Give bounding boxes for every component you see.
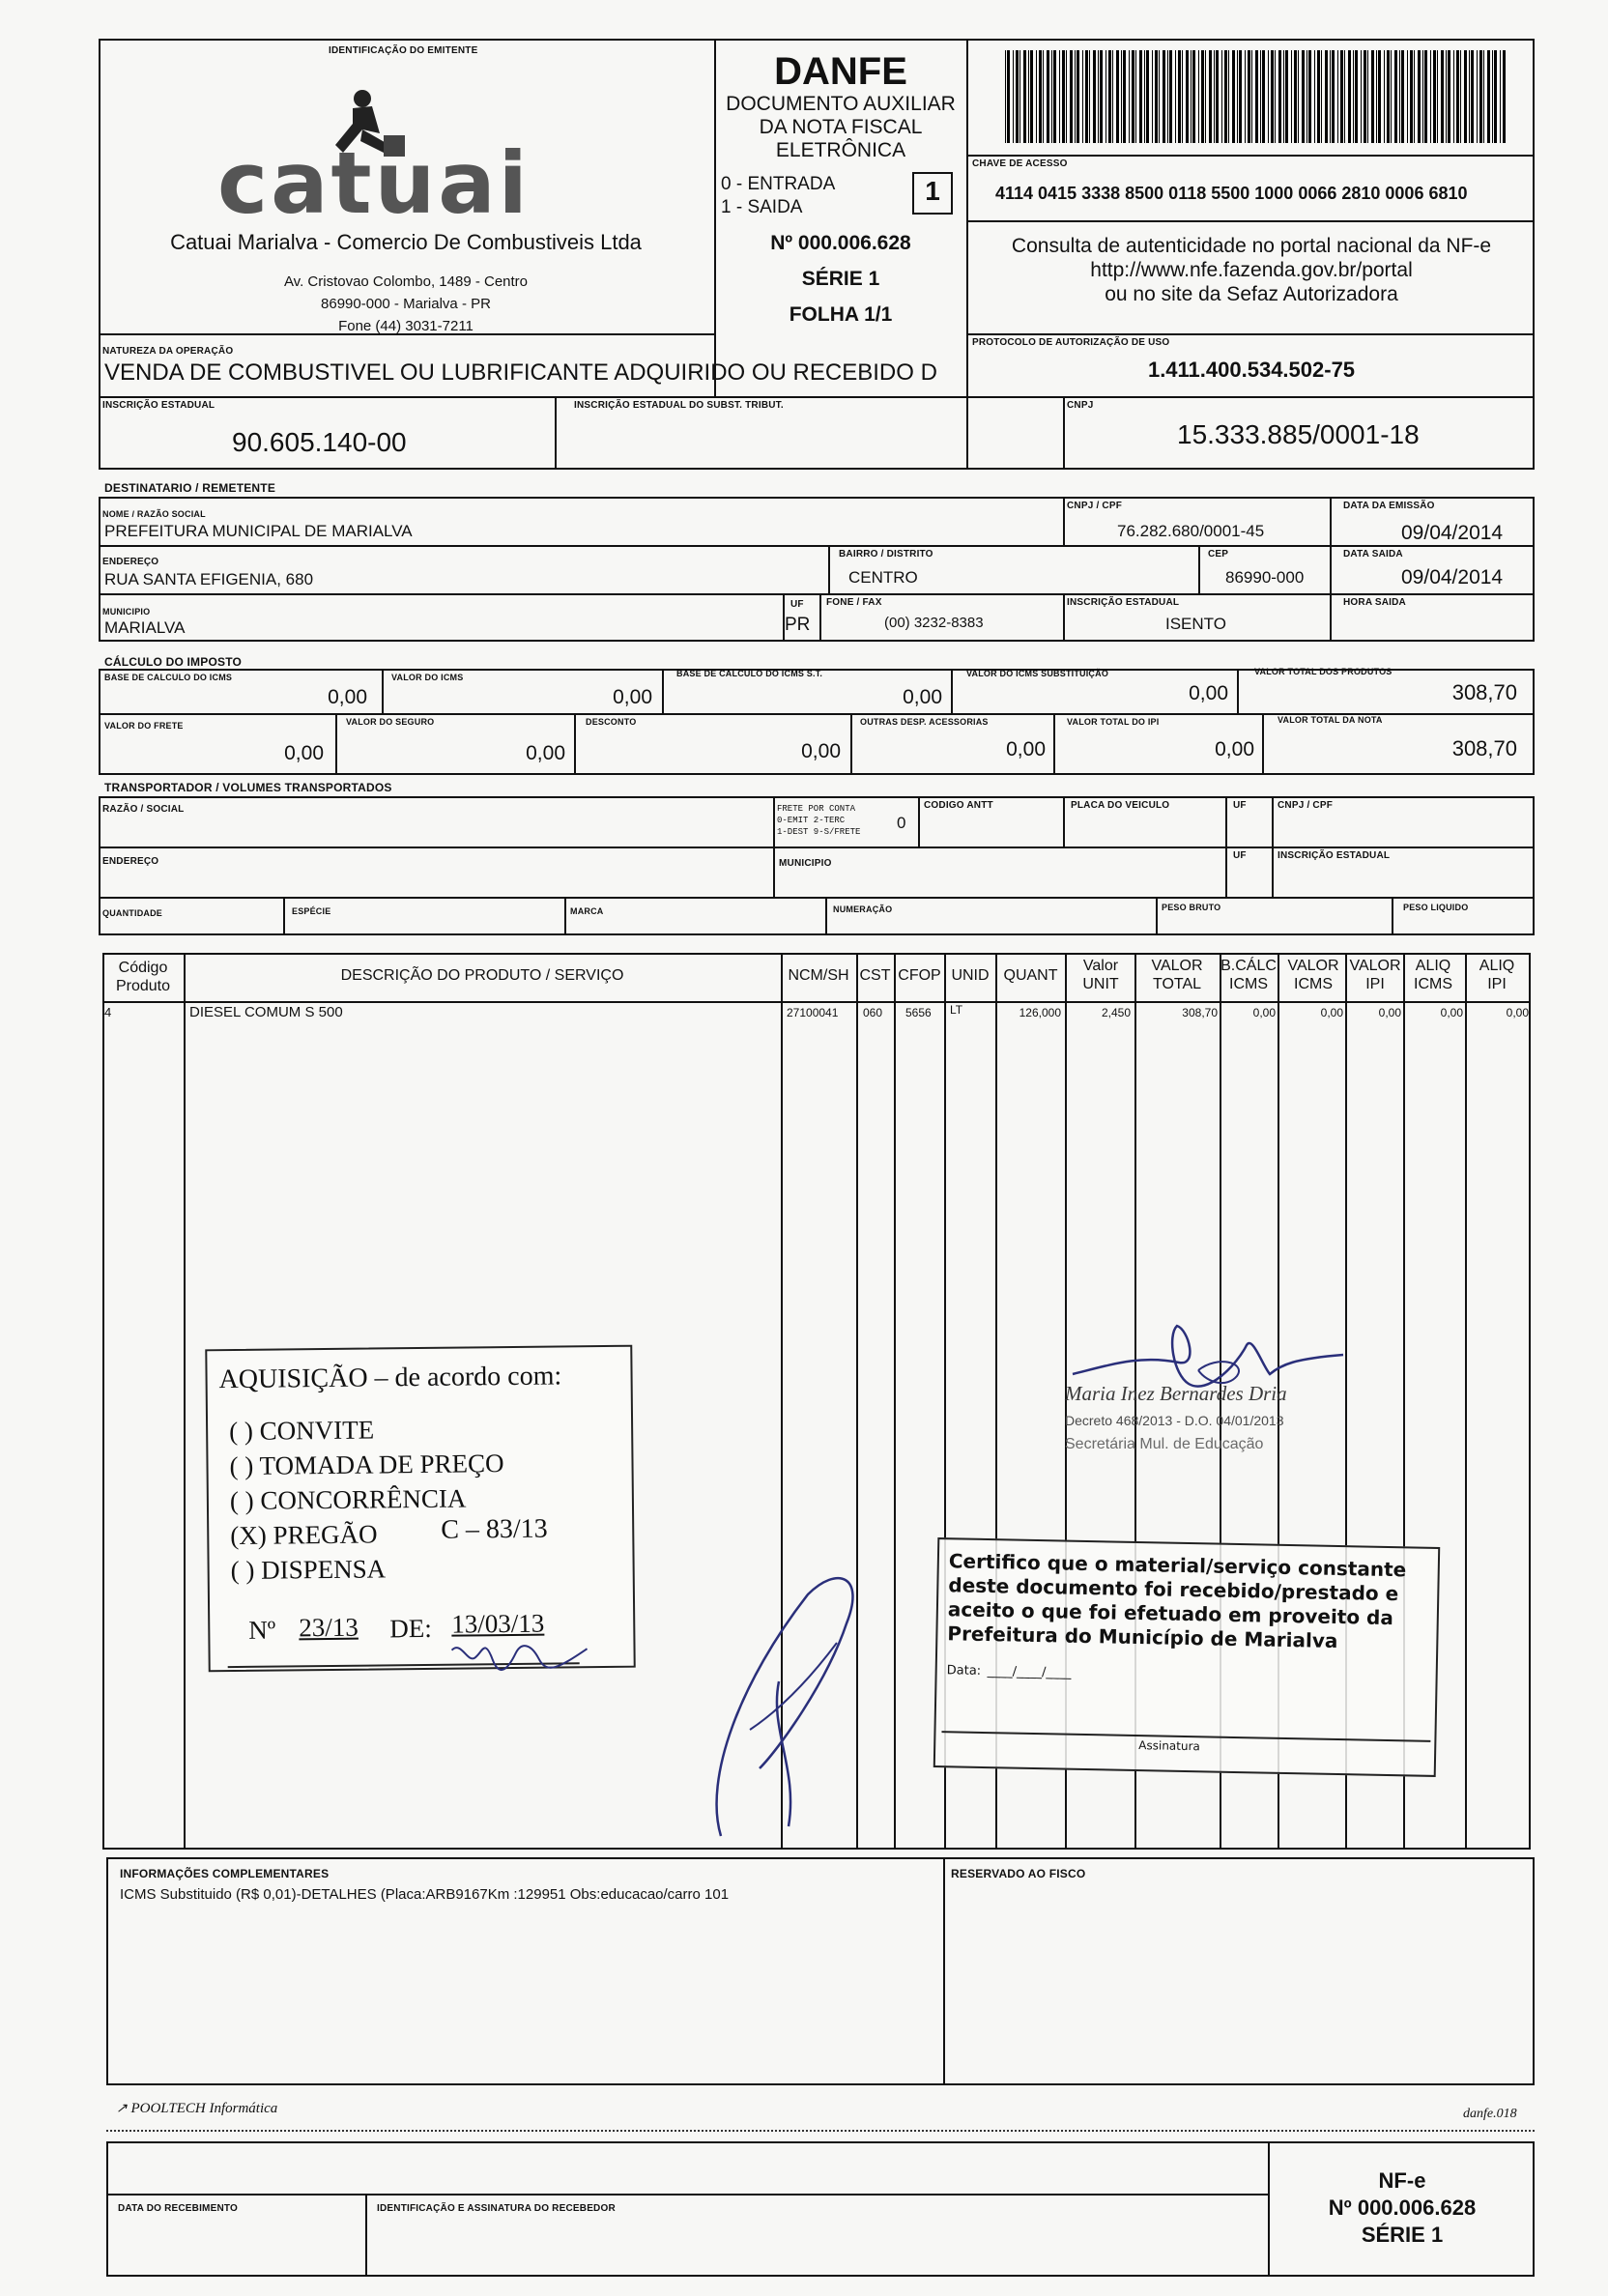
barcode-bar bbox=[1129, 50, 1130, 143]
barcode-bar bbox=[1167, 50, 1168, 143]
antt-label: CODIGO ANTT bbox=[924, 800, 993, 811]
barcode-bar bbox=[1214, 50, 1215, 143]
transp-uf-label: UF bbox=[1233, 800, 1247, 811]
certifico-text-4: Prefeitura do Município de Marialva bbox=[947, 1622, 1338, 1652]
barcode-bar bbox=[1062, 50, 1065, 143]
dest-ie: ISENTO bbox=[1165, 615, 1226, 633]
barcode-bar bbox=[1093, 50, 1096, 143]
barcode-bar bbox=[1100, 50, 1103, 143]
chave-consulta-3: ou no site da Sefaz Autorizadora bbox=[1105, 283, 1398, 305]
danfe-entrada: 0 - ENTRADA bbox=[721, 174, 836, 194]
dest-saida: 09/04/2014 bbox=[1401, 566, 1504, 588]
peso-liquido-label: PESO LIQUIDO bbox=[1403, 903, 1469, 912]
barcode-bar bbox=[1013, 50, 1014, 143]
barcode-bar bbox=[1407, 50, 1408, 143]
danfe-serie: SÉRIE 1 bbox=[801, 268, 880, 290]
ipi: 0,00 bbox=[1215, 738, 1254, 761]
certifico-stamp bbox=[933, 1537, 1440, 1777]
row-vunit: 2,450 bbox=[1101, 1006, 1131, 1019]
barcode-bar bbox=[1371, 50, 1374, 143]
danfe-subtitle-3: ELETRÔNICA bbox=[775, 139, 906, 161]
especie-label: ESPÉCIE bbox=[292, 906, 331, 916]
barcode-bar bbox=[1039, 50, 1042, 143]
dest-bairro-label: BAIRRO / DISTRITO bbox=[839, 549, 933, 560]
chave-consulta-1: Consulta de autenticidade no portal nacional da NF-e bbox=[1011, 235, 1492, 257]
desconto: 0,00 bbox=[801, 740, 841, 762]
barcode-bar bbox=[1077, 50, 1079, 143]
secretaria-nome: Maria Inez Bernardes Dria bbox=[1065, 1382, 1287, 1405]
th-vipi: VALOR IPI bbox=[1349, 958, 1401, 992]
barcode-bar bbox=[1453, 50, 1454, 143]
aquisicao-numero-label: Nº bbox=[248, 1615, 276, 1645]
barcode-bar bbox=[1082, 50, 1083, 143]
barcode-bar bbox=[1262, 50, 1265, 143]
certifico-data-label: Data: bbox=[946, 1663, 982, 1679]
frete-conta-2: 0-EMIT 2-TERC bbox=[777, 816, 846, 825]
barcode-bar bbox=[1278, 50, 1281, 143]
barcode-bar bbox=[1353, 50, 1354, 143]
row-aipi: 0,00 bbox=[1506, 1006, 1529, 1019]
certifico-text-1: Certifico que o material/serviço constante bbox=[948, 1549, 1407, 1582]
danfe-subtitle-2: DA NOTA FISCAL bbox=[759, 116, 923, 138]
total-nota: 308,70 bbox=[1451, 736, 1517, 761]
barcode-bar bbox=[1298, 50, 1299, 143]
barcode-bar bbox=[1075, 50, 1076, 143]
barcode-bar bbox=[1500, 50, 1501, 143]
barcode-bar bbox=[1364, 50, 1366, 143]
row-codigo: 4 bbox=[104, 1005, 112, 1019]
protocolo-label: PROTOCOLO DE AUTORIZAÇÃO DE USO bbox=[972, 337, 1170, 348]
dest-endereco: RUA SANTA EFIGENIA, 680 bbox=[104, 570, 314, 588]
barcode-bar bbox=[1182, 50, 1183, 143]
emitente-section-label: IDENTIFICAÇÃO DO EMITENTE bbox=[329, 45, 478, 56]
frete-value: 0 bbox=[897, 814, 906, 832]
barcode-bar bbox=[1448, 50, 1450, 143]
th-bcalc: B.CÁLC ICMS bbox=[1220, 958, 1277, 992]
frete: 0,00 bbox=[284, 742, 324, 764]
valor-icms: 0,00 bbox=[613, 686, 652, 708]
dest-nome: PREFEITURA MUNICIPAL DE MARIALVA bbox=[104, 522, 413, 540]
th-cfop: CFOP bbox=[898, 967, 941, 984]
barcode-bar bbox=[1016, 50, 1019, 143]
ie-st-label: INSCRIÇÃO ESTADUAL DO SUBST. TRIBUT. bbox=[574, 400, 784, 411]
transp-razao-label: RAZÃO / SOCIAL bbox=[102, 804, 185, 815]
danfe-folha: FOLHA 1/1 bbox=[789, 303, 893, 326]
barcode-bar bbox=[1317, 50, 1320, 143]
dest-fone-label: FONE / FAX bbox=[826, 597, 882, 608]
barcode-bar bbox=[1123, 50, 1126, 143]
transp-uf2-label: UF bbox=[1233, 850, 1247, 861]
valor-icms-label: VALOR DO ICMS bbox=[391, 673, 464, 682]
barcode-bar bbox=[1232, 50, 1235, 143]
barcode-bar bbox=[1108, 50, 1111, 143]
aquisicao-tomada: ( ) TOMADA DE PREÇO bbox=[229, 1449, 504, 1481]
certifico-text-3: aceito o que foi efetuado em proveito da bbox=[947, 1597, 1394, 1630]
barcode-bar bbox=[1391, 50, 1392, 143]
barcode-bar bbox=[1198, 50, 1199, 143]
barcode-bar bbox=[1291, 50, 1292, 143]
barcode-bar bbox=[1487, 50, 1490, 143]
barcode-bar bbox=[1191, 50, 1192, 143]
row-descricao: DIESEL COMUM S 500 bbox=[189, 1004, 343, 1020]
barcode-bar bbox=[1410, 50, 1413, 143]
barcode-bar bbox=[1152, 50, 1153, 143]
base-icms: 0,00 bbox=[328, 686, 367, 708]
barcode-bar bbox=[1051, 50, 1052, 143]
barcode-bar bbox=[1098, 50, 1099, 143]
dest-emissao-label: DATA DA EMISSÃO bbox=[1343, 501, 1435, 511]
imposto-section-label: CÁLCULO DO IMPOSTO bbox=[104, 655, 243, 669]
barcode-bar bbox=[1308, 50, 1311, 143]
barcode-bar bbox=[1367, 50, 1368, 143]
barcode-bar bbox=[1251, 50, 1252, 143]
dest-municipio-label: MUNICIPIO bbox=[102, 607, 151, 617]
barcode-bar bbox=[1314, 50, 1315, 143]
th-vicms: VALOR ICMS bbox=[1287, 958, 1339, 992]
base-st-label: BASE DE CALCULO DO ICMS S.T. bbox=[676, 669, 823, 678]
chave-label: CHAVE DE ACESSO bbox=[972, 158, 1068, 169]
barcode-bar bbox=[1066, 50, 1067, 143]
barcode-bar bbox=[1271, 50, 1274, 143]
barcode-bar bbox=[1337, 50, 1338, 143]
row-bcalc: 0,00 bbox=[1252, 1006, 1276, 1019]
barcode-bar bbox=[1325, 50, 1328, 143]
barcode-bar bbox=[1384, 50, 1385, 143]
danfe-title: DANFE bbox=[774, 50, 907, 93]
peso-bruto-label: PESO BRUTO bbox=[1162, 903, 1221, 912]
danfe-numero: Nº 000.006.628 bbox=[770, 232, 911, 254]
barcode-bar bbox=[1492, 50, 1493, 143]
desconto-label: DESCONTO bbox=[586, 717, 637, 727]
barcode-bar bbox=[1146, 50, 1149, 143]
secretaria-decreto: Decreto 468/2013 - D.O. 04/01/2013 bbox=[1065, 1413, 1284, 1428]
pooltech-logo-icon: ↗ bbox=[116, 2102, 128, 2116]
logo-text: catuai bbox=[217, 133, 531, 233]
seguro: 0,00 bbox=[526, 742, 565, 764]
barcode-bar bbox=[1260, 50, 1261, 143]
aquisicao-data: 13/03/13 bbox=[451, 1608, 545, 1639]
row-unid: LT bbox=[950, 1003, 963, 1017]
barcode-bar bbox=[1433, 50, 1436, 143]
barcode-bar bbox=[1112, 50, 1113, 143]
natureza-value: VENDA DE COMBUSTIVEL OU LUBRIFICANTE ADQUIRIDO OU RECEBIDO D bbox=[104, 359, 937, 386]
total-produtos: 308,70 bbox=[1451, 680, 1517, 704]
barcode-bar bbox=[1321, 50, 1322, 143]
dest-cnpj: 76.282.680/0001-45 bbox=[1117, 522, 1265, 540]
row-aicms: 0,00 bbox=[1440, 1006, 1463, 1019]
dest-section-label: DESTINATARIO / REMETENTE bbox=[104, 481, 276, 495]
cnpj-value: 15.333.885/0001-18 bbox=[1177, 419, 1420, 449]
dest-emissao: 09/04/2014 bbox=[1401, 522, 1504, 544]
barcode-bar bbox=[1418, 50, 1421, 143]
barcode-bar bbox=[1424, 50, 1427, 143]
natureza-label: NATUREZA DA OPERAÇÃO bbox=[102, 346, 234, 357]
barcode-icon bbox=[1005, 50, 1508, 143]
barcode-bar bbox=[1059, 50, 1060, 143]
row-vtotal: 308,70 bbox=[1182, 1006, 1218, 1019]
row-vicms: 0,00 bbox=[1320, 1006, 1343, 1019]
transp-section-label: TRANSPORTADOR / VOLUMES TRANSPORTADOS bbox=[104, 781, 392, 794]
barcode-bar bbox=[1283, 50, 1284, 143]
barcode-bar bbox=[1121, 50, 1122, 143]
barcode-bar bbox=[1399, 50, 1400, 143]
frete-conta-1: FRETE POR CONTA bbox=[777, 804, 856, 814]
dest-ie-label: INSCRIÇÃO ESTADUAL bbox=[1067, 597, 1180, 608]
barcode-bar bbox=[1464, 50, 1467, 143]
barcode-bar bbox=[1237, 50, 1238, 143]
row-cst: 060 bbox=[863, 1006, 883, 1019]
aquisicao-pregao-num: C – 83/13 bbox=[441, 1513, 548, 1545]
barcode-bar bbox=[1306, 50, 1307, 143]
protocolo-value: 1.411.400.534.502-75 bbox=[1147, 358, 1356, 382]
barcode-bar bbox=[1028, 50, 1029, 143]
danfe-subtitle-1: DOCUMENTO AUXILIAR bbox=[726, 93, 956, 115]
handwritten-signature-icon bbox=[1053, 1306, 1363, 1413]
aquisicao-stamp bbox=[205, 1345, 635, 1673]
certifico-assinatura: Assinatura bbox=[1138, 1738, 1200, 1754]
certifico-data-value: ____/____/____ bbox=[987, 1664, 1072, 1680]
transp-cnpj-label: CNPJ / CPF bbox=[1278, 800, 1334, 811]
dest-cnpj-label: CNPJ / CPF bbox=[1067, 501, 1123, 511]
aquisicao-dispensa: ( ) DISPENSA bbox=[230, 1554, 387, 1586]
danfe-tipo: 1 bbox=[925, 176, 940, 206]
catuai-logo bbox=[217, 77, 575, 233]
quantidade-label: QUANTIDADE bbox=[102, 908, 162, 918]
barcode-bar bbox=[1019, 50, 1020, 143]
barcode-bar bbox=[1070, 50, 1073, 143]
barcode-bar bbox=[1446, 50, 1447, 143]
ie-label: INSCRIÇÃO ESTADUAL bbox=[102, 400, 215, 411]
emitente-name: Catuai Marialva - Comercio De Combustiveis Ltda bbox=[170, 230, 642, 254]
transp-ie-label: INSCRIÇÃO ESTADUAL bbox=[1278, 850, 1391, 861]
th-ncm: NCM/SH bbox=[788, 967, 849, 984]
barcode-bar bbox=[1155, 50, 1158, 143]
barcode-bar bbox=[1135, 50, 1136, 143]
placa-label: PLACA DO VEICULO bbox=[1071, 800, 1170, 811]
base-st: 0,00 bbox=[903, 686, 942, 708]
fisco-label: RESERVADO AO FISCO bbox=[951, 1867, 1086, 1880]
barcode-bar bbox=[1494, 50, 1497, 143]
barcode-bar bbox=[1209, 50, 1212, 143]
barcode-bar bbox=[1340, 50, 1343, 143]
barcode-bar bbox=[1186, 50, 1189, 143]
row-ncm: 27100041 bbox=[787, 1006, 839, 1019]
barcode-bar bbox=[1239, 50, 1242, 143]
row-vipi: 0,00 bbox=[1378, 1006, 1401, 1019]
dest-endereco-label: ENDEREÇO bbox=[102, 557, 159, 567]
barcode-bar bbox=[1007, 50, 1010, 143]
barcode-bar bbox=[1285, 50, 1288, 143]
ie-value: 90.605.140-00 bbox=[232, 427, 407, 457]
barcode-bar bbox=[1053, 50, 1056, 143]
barcode-bar bbox=[1355, 50, 1358, 143]
barcode-bar bbox=[1085, 50, 1088, 143]
barcode-bar bbox=[1422, 50, 1423, 143]
certifico-text-2: deste documento foi recebido/prestado e bbox=[948, 1573, 1399, 1606]
barcode-bar bbox=[1376, 50, 1377, 143]
barcode-bar bbox=[1116, 50, 1119, 143]
info-label: INFORMAÇÕES COMPLEMENTARES bbox=[120, 1867, 330, 1880]
barcode-bar bbox=[1089, 50, 1090, 143]
emitente-address: Av. Cristovao Colombo, 1489 - Centro bbox=[283, 273, 529, 290]
rubric-signature-icon bbox=[702, 1536, 895, 1855]
barcode-bar bbox=[1175, 50, 1176, 143]
barcode-bar bbox=[1414, 50, 1415, 143]
barcode-bar bbox=[1483, 50, 1484, 143]
barcode-bar bbox=[1036, 50, 1037, 143]
barcode-bar bbox=[1047, 50, 1049, 143]
aquisicao-concorrencia: ( ) CONCORRÊNCIA bbox=[229, 1483, 467, 1516]
th-vtotal: VALOR TOTAL bbox=[1151, 958, 1203, 992]
barcode-bar bbox=[1344, 50, 1345, 143]
seguro-label: VALOR DO SEGURO bbox=[346, 717, 435, 727]
barcode-bar bbox=[1228, 50, 1229, 143]
barcode-bar bbox=[1387, 50, 1390, 143]
barcode-bar bbox=[1378, 50, 1381, 143]
pooltech-name: POOLTECH Informática bbox=[130, 2101, 278, 2116]
cnpj-label: CNPJ bbox=[1067, 400, 1094, 411]
barcode-bar bbox=[1302, 50, 1305, 143]
outras-label: OUTRAS DESP. ACESSORIAS bbox=[860, 717, 989, 727]
barcode-bar bbox=[1361, 50, 1362, 143]
canhoto-data-label: DATA DO RECEBIMENTO bbox=[118, 2203, 238, 2214]
barcode-bar bbox=[1030, 50, 1033, 143]
barcode-bar bbox=[1221, 50, 1222, 143]
barcode-bar bbox=[1294, 50, 1297, 143]
transp-municipio-label: MUNICIPIO bbox=[779, 858, 832, 869]
canhoto-serie: SÉRIE 1 bbox=[1361, 2223, 1444, 2247]
barcode-bar bbox=[1201, 50, 1204, 143]
secretaria-cargo: Secretária Mul. de Educação bbox=[1065, 1436, 1264, 1452]
th-cst: CST bbox=[859, 967, 891, 984]
barcode-bar bbox=[1144, 50, 1145, 143]
barcode-bar bbox=[1163, 50, 1165, 143]
th-aicms: ALIQ ICMS bbox=[1414, 958, 1452, 992]
dest-cep-label: CEP bbox=[1208, 549, 1229, 560]
th-vunit: Valor UNIT bbox=[1082, 958, 1119, 992]
barcode-bar bbox=[1224, 50, 1227, 143]
barcode-bar bbox=[1348, 50, 1351, 143]
row-quant: 126,000 bbox=[1019, 1006, 1061, 1019]
barcode-bar bbox=[1192, 50, 1195, 143]
destinatario-box bbox=[99, 497, 1535, 642]
barcode-bar bbox=[1023, 50, 1026, 143]
dest-uf-label: UF bbox=[790, 599, 804, 610]
total-nota-label: VALOR TOTAL DA NOTA bbox=[1278, 715, 1383, 725]
th-aipi: ALIQ IPI bbox=[1479, 958, 1515, 992]
aquisicao-convite: ( ) CONVITE bbox=[228, 1415, 375, 1447]
pooltech-footer bbox=[116, 2101, 277, 2117]
barcode-bar bbox=[1430, 50, 1431, 143]
barcode-bar bbox=[1216, 50, 1219, 143]
frete-conta-3: 1-DEST 9-S/FRETE bbox=[777, 827, 861, 837]
form-code: danfe.018 bbox=[1463, 2107, 1517, 2121]
danfe-saida: 1 - SAIDA bbox=[721, 197, 803, 217]
frete-label: VALOR DO FRETE bbox=[104, 721, 184, 731]
dest-saida-label: DATA SAIDA bbox=[1343, 549, 1403, 560]
barcode-bar bbox=[1503, 50, 1506, 143]
chave-value: 4114 0415 3338 8500 0118 5500 1000 0066 2810 0006 6810 bbox=[995, 184, 1468, 203]
aquisicao-data-label: DE: bbox=[389, 1613, 432, 1644]
barcode-bar bbox=[1332, 50, 1335, 143]
barcode-bar bbox=[1139, 50, 1142, 143]
canhoto-numero: Nº 000.006.628 bbox=[1328, 2196, 1477, 2220]
row-cfop: 5656 bbox=[905, 1006, 932, 1019]
emitente-phone: Fone (44) 3031-7211 bbox=[338, 318, 474, 334]
ipi-label: VALOR TOTAL DO IPI bbox=[1067, 717, 1160, 727]
aquisicao-title: AQUISIÇÃO – de acordo com: bbox=[218, 1361, 562, 1395]
dest-uf: PR bbox=[785, 615, 811, 635]
numeracao-label: NUMERAÇÃO bbox=[833, 904, 893, 914]
aquisicao-numero: 23/13 bbox=[299, 1612, 359, 1643]
barcode-bar bbox=[1275, 50, 1276, 143]
barcode-bar bbox=[1471, 50, 1474, 143]
barcode-bar bbox=[1159, 50, 1160, 143]
barcode-bar bbox=[1477, 50, 1478, 143]
valor-st-label: VALOR DO ICMS SUBSTITUIÇÃO bbox=[966, 669, 1109, 678]
barcode-bar bbox=[1441, 50, 1444, 143]
barcode-bar bbox=[1330, 50, 1331, 143]
dest-municipio: MARIALVA bbox=[104, 618, 186, 637]
valor-st: 0,00 bbox=[1189, 682, 1228, 704]
outras: 0,00 bbox=[1006, 738, 1046, 761]
chave-consulta-2: http://www.nfe.fazenda.gov.br/portal bbox=[1090, 259, 1413, 281]
th-unid: UNID bbox=[951, 967, 990, 984]
barcode-bar bbox=[1437, 50, 1438, 143]
barcode-bar bbox=[1205, 50, 1206, 143]
barcode-bar bbox=[1169, 50, 1172, 143]
barcode-bar bbox=[1255, 50, 1258, 143]
emitente-city: 86990-000 - Marialva - PR bbox=[321, 296, 491, 312]
barcode-bar bbox=[1479, 50, 1482, 143]
dest-cep: 86990-000 bbox=[1225, 568, 1305, 587]
total-produtos-label: VALOR TOTAL DOS PRODUTOS bbox=[1254, 667, 1393, 676]
dest-hora-label: HORA SAIDA bbox=[1343, 597, 1406, 608]
th-quant: QUANT bbox=[1003, 967, 1058, 984]
barcode-bar bbox=[1245, 50, 1246, 143]
barcode-bar bbox=[1178, 50, 1181, 143]
th-codigo: Código Produto bbox=[115, 960, 171, 994]
canhoto-assinatura-label: IDENTIFICAÇÃO E ASSINATURA DO RECEBEDOR bbox=[377, 2203, 616, 2214]
th-descricao: DESCRIÇÃO DO PRODUTO / SERVIÇO bbox=[340, 967, 624, 984]
barcode-bar bbox=[1401, 50, 1404, 143]
dest-bairro: CENTRO bbox=[848, 568, 918, 587]
dest-fone: (00) 3232-8383 bbox=[884, 615, 984, 631]
barcode-bar bbox=[1132, 50, 1134, 143]
barcode-bar bbox=[1469, 50, 1470, 143]
barcode-bar bbox=[1043, 50, 1044, 143]
base-icms-label: BASE DE CALCULO DO ICMS bbox=[104, 673, 233, 682]
barcode-bar bbox=[1005, 50, 1006, 143]
barcode-bar bbox=[1456, 50, 1459, 143]
canhoto-nfe: NF-e bbox=[1378, 2168, 1426, 2193]
barcode-bar bbox=[1394, 50, 1397, 143]
barcode-bar bbox=[1268, 50, 1269, 143]
transp-endereco-label: ENDEREÇO bbox=[102, 856, 159, 867]
dest-nome-label: NOME / RAZÃO SOCIAL bbox=[102, 509, 206, 519]
aquisicao-pregao: (X) PREGÃO bbox=[230, 1519, 378, 1551]
barcode-bar bbox=[1248, 50, 1250, 143]
info-value: ICMS Substituido (R$ 0,01)-DETALHES (Placa:ARB9167Km :129951 Obs:educacao/carro 101 bbox=[120, 1886, 730, 1903]
aquisicao-signature-icon bbox=[442, 1629, 597, 1679]
barcode-bar bbox=[1460, 50, 1461, 143]
marca-label: MARCA bbox=[570, 906, 604, 916]
